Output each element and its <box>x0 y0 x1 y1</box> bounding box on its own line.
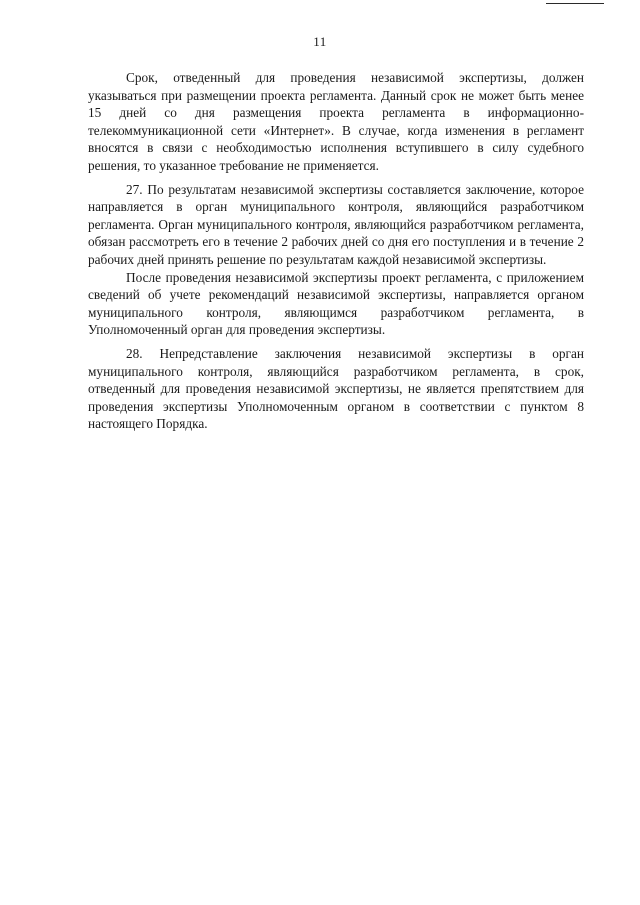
document-body <box>88 69 584 433</box>
paragraph-27-conclusion: 27. По результатам независимой экспертизы составляется заключение, которое направляется в орган муниципального контроля, являющийся разработчиком регламента. Орган муниципального контроля, являющийся разработчиком регламента, обязан рассмотреть его в течение 2 рабочих дней со дня его поступления и в течение 2 рабочих дней принять решение по результатам каждой независимой экспертизы. <box>88 181 584 267</box>
paragraph-expertise-deadline: Срок, отведенный для проведения независимой экспертизы, должен указываться при размещении проекта регламента. Данный срок не может быть менее 15 дней со дня размещения проекта регламента в информационно-телекоммуникационной сети «Интернет». В случае, когда изменения в регламент вносятся в связи с необходимостью исполнения вступившего в силу судебного решения, то указанное требование не применяется. <box>88 70 584 173</box>
scan-artifact-line <box>546 3 604 4</box>
paragraph-after-expertise: После проведения независимой экспертизы проект регламента, с приложением сведений об учете рекомендаций независимой экспертизы, направляется органом муниципального контроля, являющимся разработчиком регламента, в Уполномоченный орган для проведения экспертизы. <box>88 269 584 338</box>
page-number: 11 <box>313 34 327 49</box>
paragraph-28-non-submission: 28. Непредставление заключения независимой экспертизы в орган муниципального контроля, являющийся разработчиком регламента, в срок, отведенный для проведения независимой экспертизы, не является препятствием для проведения экспертизы Уполномоченным органом в соответствии с пунктом 8 настоящего Порядка. <box>88 345 584 432</box>
